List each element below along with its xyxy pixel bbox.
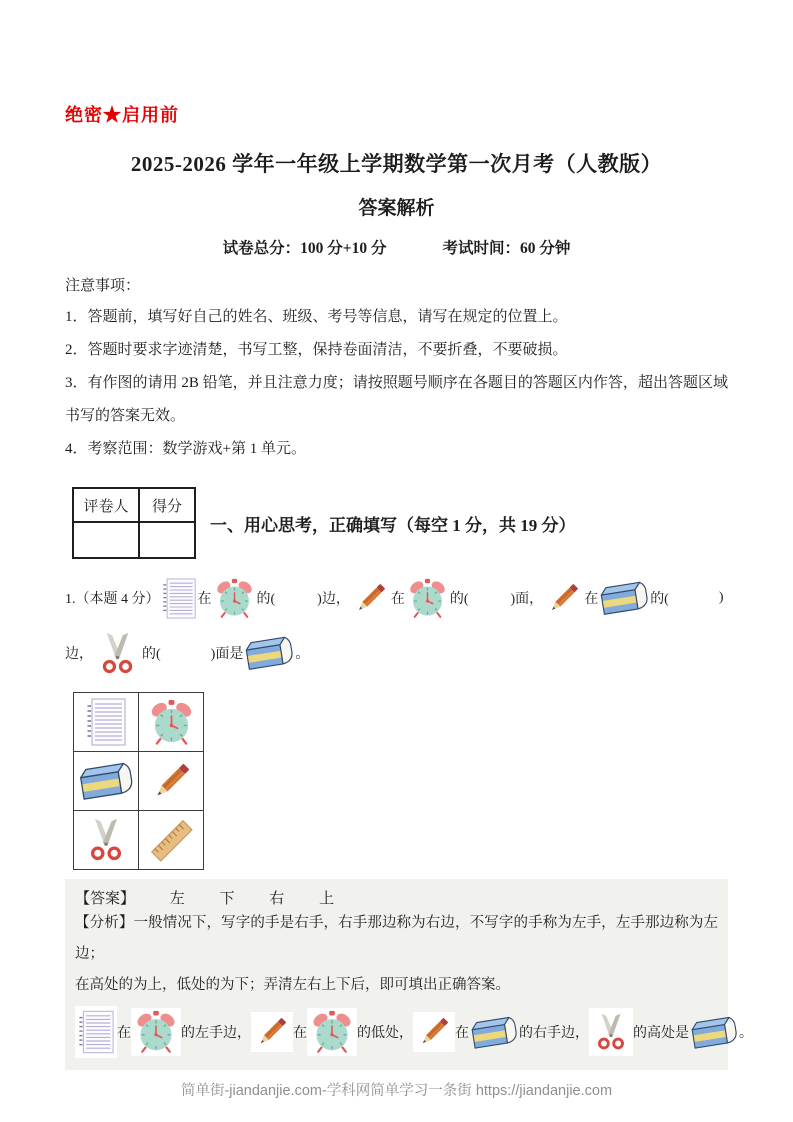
pencil-icon — [352, 580, 389, 617]
notice-heading: 注意事项： — [65, 278, 141, 294]
q1-text-segment: )面， — [510, 592, 544, 607]
pencil-icon — [545, 580, 582, 617]
footer-site-link[interactable]: 简单街-jiandanjie.com-学科网简单学习一条街 https://jiandanjie.com — [180, 1083, 613, 1099]
score-time-line — [65, 236, 728, 258]
scissors-icon — [589, 1008, 633, 1056]
grader-value-cell — [73, 522, 139, 558]
eraser-icon — [77, 760, 135, 802]
q1-text-segment: ) — [718, 590, 724, 605]
alarm-clock-icon — [214, 578, 255, 619]
analysis-text-segment: 在 — [293, 1026, 307, 1041]
eraser-icon — [689, 1014, 739, 1051]
score-value-cell — [139, 522, 195, 558]
ruler-icon — [148, 817, 195, 864]
pencil-icon — [149, 759, 194, 804]
question-1-line-1 — [65, 571, 728, 625]
analysis-paragraph — [75, 908, 718, 970]
q1-text-segment: 的( — [650, 592, 669, 607]
answer-label: 【答案】 — [75, 891, 136, 907]
answer-line — [75, 887, 718, 908]
section-1-title: 一、用心思考，正确填写（每空 1 分，共 19 分） — [210, 515, 576, 535]
grading-section — [65, 487, 728, 559]
question-1-line-2 — [65, 627, 728, 679]
exam-time-label: 考试时间：60 分钟 — [442, 240, 571, 257]
grader-label-cell: 评卷人 — [73, 488, 139, 522]
question-1-number: 1.（本题 4 分） — [65, 592, 160, 607]
eraser-icon — [469, 1014, 519, 1051]
analysis-text-segment: 在 — [455, 1026, 469, 1041]
eraser-icon — [598, 579, 650, 617]
total-score-label: 试卷总分：100 分+10 分 — [222, 240, 387, 257]
analysis-text-segment: 的右手边， — [519, 1026, 589, 1041]
answer-value: 右 — [269, 891, 285, 907]
alarm-clock-icon — [148, 699, 195, 746]
notice-item-3: 3．有作图的请用 2B 铅笔，并且注意力度；请按照题号顺序在各题目的答题区内作答，超出答题区域书写的答案无效。 — [65, 375, 728, 424]
notebook-icon — [86, 697, 126, 747]
analysis-text: 一般情况下，写字的手是右手，右手那边称为右边，不写字的手称为左手，左手那边称为左边； — [75, 915, 718, 962]
analysis-text-segment: 的高处是 — [633, 1026, 689, 1041]
table-row — [74, 811, 204, 870]
table-row — [74, 693, 204, 752]
notebook-icon — [162, 576, 196, 621]
eraser-icon — [243, 634, 295, 672]
scissors-icon — [84, 816, 128, 864]
analysis-text-segment: 在 — [117, 1026, 131, 1041]
exam-title: 2025-2026 学年一年级上学期数学第一次月考（人教版） — [130, 152, 663, 176]
alarm-clock-icon — [131, 1008, 181, 1056]
analysis-paragraph: 在高处的为上，低处的为下；弄清左右上下后，即可填出正确答案。 — [75, 977, 510, 993]
alarm-clock-icon — [307, 1008, 357, 1056]
q1-text-segment: )边， — [317, 592, 350, 607]
notice-item-2: 2．答题时要求字迹清楚，书写工整，保持卷面清洁，不要折叠，不要破损。 — [65, 342, 568, 358]
analysis-text-segment: 。 — [739, 1026, 753, 1041]
score-label-cell: 得分 — [139, 488, 195, 522]
table-row — [74, 752, 204, 811]
analysis-label: 【分析】 — [75, 915, 134, 931]
q1-text-segment: 的( — [449, 592, 469, 607]
pencil-icon — [251, 1012, 293, 1052]
q1-text-segment: )面是 — [210, 647, 244, 662]
answer-analysis-block — [65, 879, 753, 1070]
analysis-text-segment: 的左手边， — [181, 1026, 251, 1041]
pencil-icon — [413, 1012, 455, 1052]
answer-value: 上 — [319, 891, 335, 907]
analysis-icon-line — [75, 1006, 753, 1058]
q1-text-segment: 的( — [256, 592, 276, 607]
question-1-image-table — [73, 692, 204, 870]
answer-value: 左 — [169, 891, 185, 907]
notebook-icon — [75, 1006, 117, 1058]
security-notice: 绝密★启用前 — [65, 105, 179, 125]
answer-key-subtitle: 答案解析 — [358, 198, 435, 219]
notice-item-4: 4．考察范围：数学游戏+第 1 单元。 — [65, 441, 306, 457]
q1-text-segment: 。 — [295, 647, 310, 662]
notice-item-1: 1．答题前，填写好自己的姓名、班级、考号等信息，请写在规定的位置上。 — [65, 309, 568, 325]
q1-text-segment: 在 — [390, 592, 405, 607]
scissors-icon — [96, 630, 139, 677]
alarm-clock-icon — [407, 578, 448, 619]
q1-text-segment: 在 — [584, 592, 599, 607]
q1-text-segment: 边， — [65, 647, 93, 662]
analysis-text-segment: 的低处， — [357, 1026, 413, 1041]
answer-value: 下 — [219, 891, 235, 907]
q1-text-segment: 的( — [142, 647, 161, 662]
q1-text-segment: 在 — [197, 592, 212, 607]
grading-table — [72, 487, 196, 559]
